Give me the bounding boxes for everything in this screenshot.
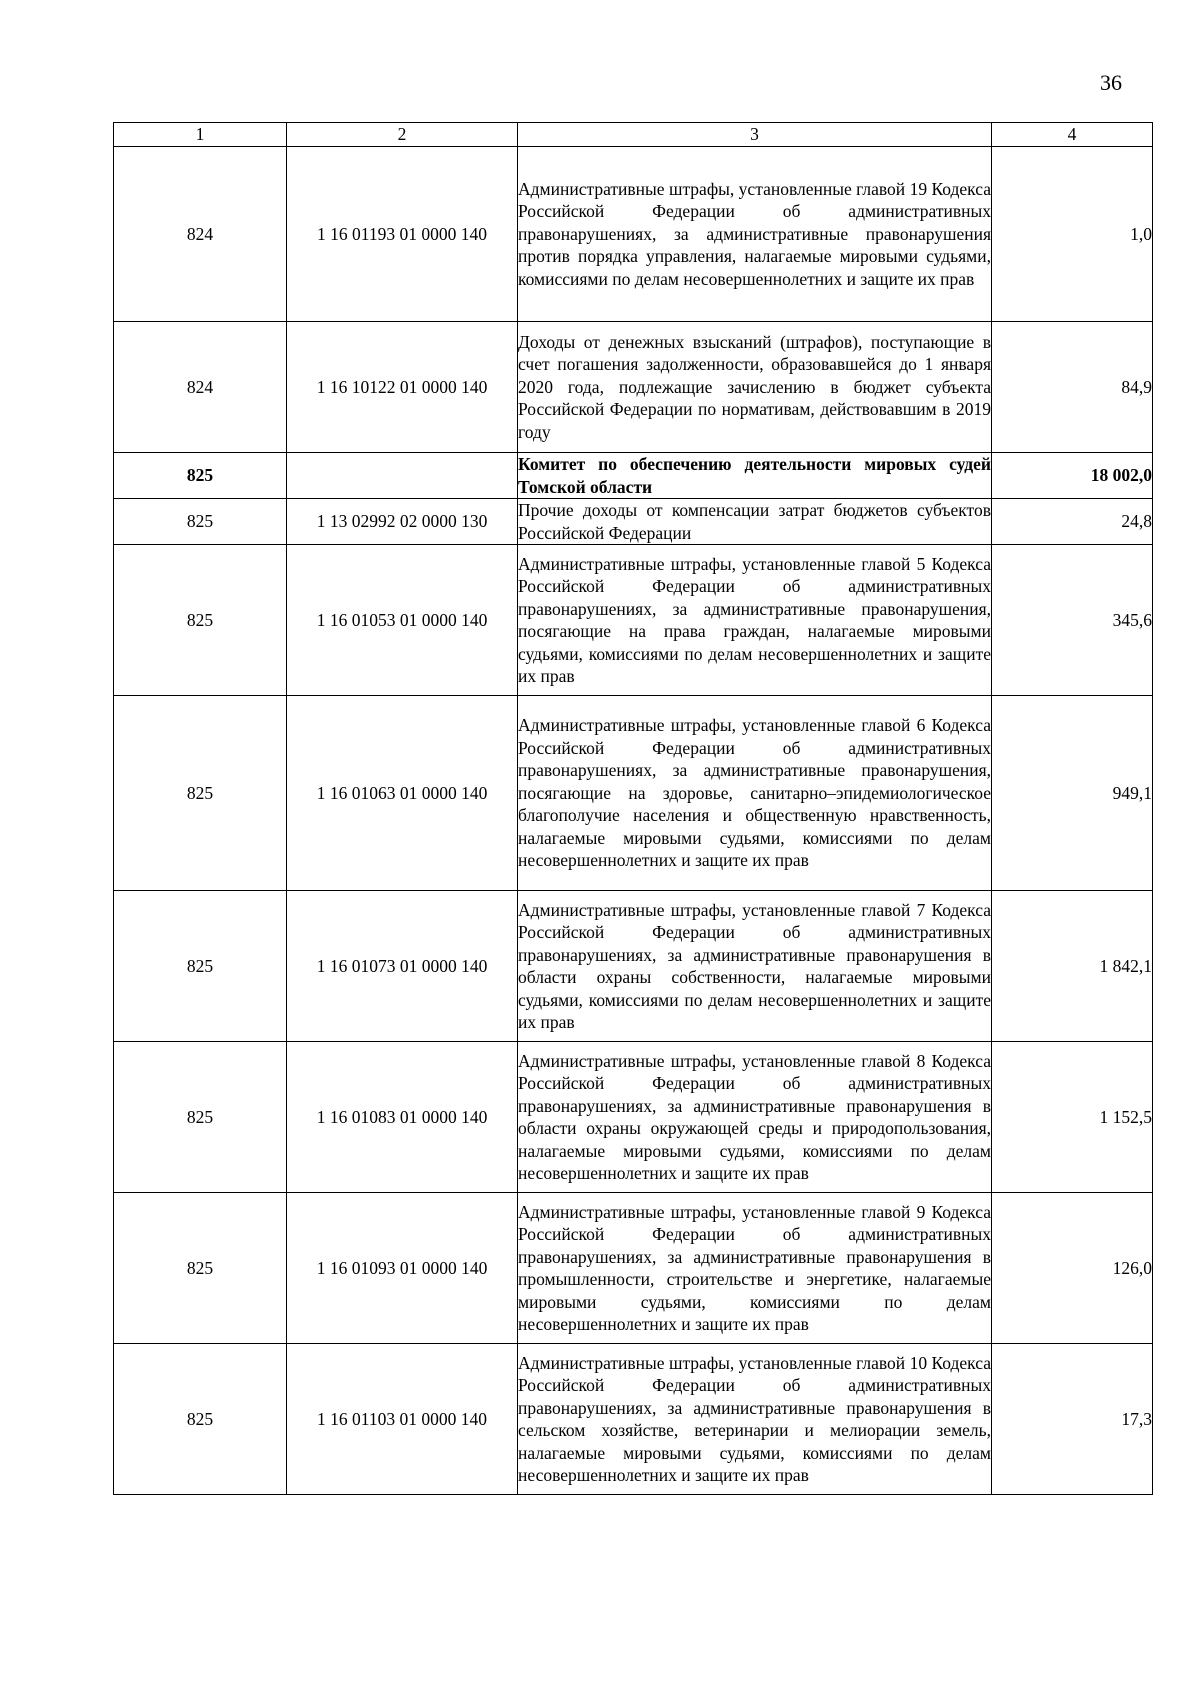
table-row xyxy=(114,147,1153,322)
table-row xyxy=(114,1042,1153,1193)
column-number-1: 1 xyxy=(114,123,287,147)
admin-code-cell: 825 xyxy=(114,1344,287,1495)
amount-cell: 345,6 xyxy=(992,545,1153,696)
amount-cell: 126,0 xyxy=(992,1193,1153,1344)
amount-cell: 1 842,1 xyxy=(992,891,1153,1042)
description-cell: Административные штрафы, установленные главой 10 Кодекса Российской Федерации об административных правонарушениях, за административные правонарушения в сельском хозяйстве, ветеринарии и мелиорации земель, налагаемые мировыми судьями, комиссиями по делам несовершеннолетних и защите их прав xyxy=(518,1344,992,1495)
page-number: 36 xyxy=(1100,70,1122,95)
amount-cell: 18 002,0 xyxy=(992,453,1153,499)
column-number-2: 2 xyxy=(287,123,518,147)
admin-code-cell: 824 xyxy=(114,322,287,453)
revenue-code-cell: 1 13 02992 02 0000 130 xyxy=(287,499,518,545)
description-cell: Комитет по обеспечению деятельности мировых судей Томской области xyxy=(518,454,991,497)
revenue-table xyxy=(113,122,1153,1495)
revenue-code-cell: 1 16 01063 01 0000 140 xyxy=(287,696,518,891)
table-row xyxy=(114,322,1153,453)
table-row xyxy=(114,891,1153,1042)
admin-code-cell: 825 xyxy=(114,453,287,499)
amount-cell: 17,3 xyxy=(992,1344,1153,1495)
amount-cell: 84,9 xyxy=(992,322,1153,453)
admin-code-cell: 825 xyxy=(114,499,287,545)
revenue-code-cell: 1 16 01093 01 0000 140 xyxy=(287,1193,518,1344)
revenue-code-cell xyxy=(287,453,518,499)
admin-code-cell: 825 xyxy=(114,1193,287,1344)
revenue-code-cell: 1 16 01083 01 0000 140 xyxy=(287,1042,518,1193)
column-number-4: 4 xyxy=(992,123,1153,147)
admin-code-cell: 825 xyxy=(114,545,287,696)
description-cell: Административные штрафы, установленные главой 19 Кодекса Российской Федерации об административных правонарушениях, за административные правонарушения против порядка управления, налагаемые мировыми судьями, комиссиями по делам несовершеннолетних и защите их прав xyxy=(518,147,992,322)
table-row xyxy=(114,696,1153,891)
revenue-code-cell: 1 16 01073 01 0000 140 xyxy=(287,891,518,1042)
description-cell: Административные штрафы, установленные главой 7 Кодекса Российской Федерации об административных правонарушениях, за административные правонарушения в области охраны собственности, налагаемые мировыми судьями, комиссиями по делам несовершеннолетних и защите их прав xyxy=(518,891,992,1042)
table-row xyxy=(114,453,1153,499)
table-row xyxy=(114,1344,1153,1495)
revenue-code-cell: 1 16 01193 01 0000 140 xyxy=(287,147,518,322)
table-row xyxy=(114,499,1153,545)
revenue-code-cell: 1 16 10122 01 0000 140 xyxy=(287,322,518,453)
description-cell: Прочие доходы от компенсации затрат бюджетов субъектов Российской Федерации xyxy=(518,500,991,543)
description-cell: Административные штрафы, установленные главой 9 Кодекса Российской Федерации об административных правонарушениях, за административные правонарушения в промышленности, строительстве и энергетике, налагаемые мировыми судьями, комиссиями по делам несовершеннолетних и защите их прав xyxy=(518,1193,992,1344)
amount-cell: 1 152,5 xyxy=(992,1042,1153,1193)
amount-cell: 24,8 xyxy=(992,499,1153,545)
description-cell: Административные штрафы, установленные главой 8 Кодекса Российской Федерации об административных правонарушениях, за административные правонарушения в области охраны окружающей среды и природопользования, налагаемые мировыми судьями, комиссиями по делам несовершеннолетних и защите их прав xyxy=(518,1042,992,1193)
table-row xyxy=(114,545,1153,696)
revenue-code-cell: 1 16 01103 01 0000 140 xyxy=(287,1344,518,1495)
admin-code-cell: 825 xyxy=(114,696,287,891)
table-row xyxy=(114,1193,1153,1344)
admin-code-cell: 825 xyxy=(114,1042,287,1193)
column-number-3: 3 xyxy=(518,123,992,147)
revenue-code-cell: 1 16 01053 01 0000 140 xyxy=(287,545,518,696)
description-cell: Административные штрафы, установленные главой 5 Кодекса Российской Федерации об административных правонарушениях, за административные правонарушения, посягающие на права граждан, налагаемые мировыми судьями, комиссиями по делам несовершеннолетних и защите их прав xyxy=(518,545,992,696)
admin-code-cell: 824 xyxy=(114,147,287,322)
amount-cell: 949,1 xyxy=(992,696,1153,891)
column-number-row xyxy=(114,123,1153,147)
description-cell: Доходы от денежных взысканий (штрафов), поступающие в счет погашения задолженности, образовавшейся до 1 января 2020 года, подлежащие зачислению в бюджет субъекта Российской Федерации по нормативам, действовавшим в 2019 году xyxy=(518,322,992,453)
amount-cell: 1,0 xyxy=(992,147,1153,322)
description-cell: Административные штрафы, установленные главой 6 Кодекса Российской Федерации об административных правонарушениях, за административные правонарушения, посягающие на здоровье, санитарно–эпидемиологическое благополучие населения и общественную нравственность, налагаемые мировыми судьями, комиссиями по делам несовершеннолетних и защите их прав xyxy=(518,696,992,891)
admin-code-cell: 825 xyxy=(114,891,287,1042)
